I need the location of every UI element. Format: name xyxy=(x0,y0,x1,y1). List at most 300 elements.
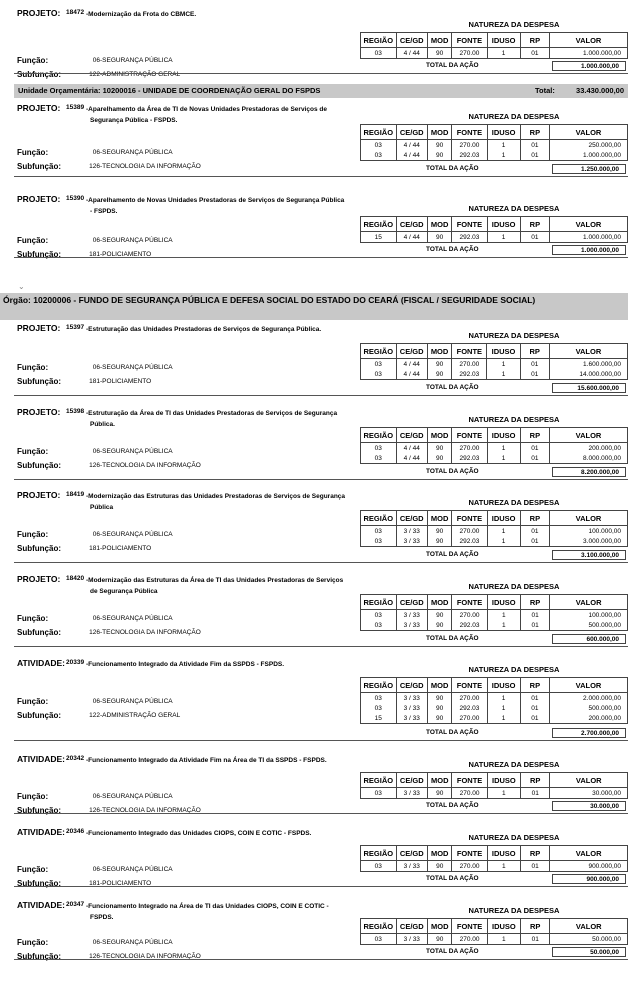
action-code: 18419 xyxy=(66,491,85,498)
subfuncao-code: 181 xyxy=(89,545,100,552)
table-row xyxy=(361,232,628,243)
table-cell: 4 / 44 xyxy=(396,443,427,454)
table-cell: 500.000,00 xyxy=(550,703,628,713)
action-title: - Funcionamento Integrado na Área de TI das Unidades CIOPS, COIN E COTIC - FSPDS. xyxy=(86,901,348,923)
natureza-heading: NATUREZA DA DESPESA xyxy=(468,665,560,674)
subfuncao-code: 126 xyxy=(89,629,100,636)
total-label: TOTAL DA AÇÃO xyxy=(426,802,479,809)
table-cell: 8.000.000,00 xyxy=(550,453,628,464)
total-label: TOTAL DA AÇÃO xyxy=(426,875,479,882)
subfuncao-text: ADMINISTRAÇÃO GERAL xyxy=(102,71,181,78)
table-cell: 01 xyxy=(521,934,550,945)
column-header: IDUSO xyxy=(487,344,520,359)
subfuncao-label: Subfunção: xyxy=(17,377,61,386)
funcao-desc: -SEGURANÇA PÚBLICA xyxy=(100,698,173,705)
natureza-table xyxy=(360,427,628,464)
table-cell: 270.00 xyxy=(452,443,487,454)
funcao-code: 06 xyxy=(92,615,100,622)
budget-action-block xyxy=(14,658,628,748)
subfuncao-desc: -TECNOLOGIA DA INFORMAÇÃO xyxy=(100,807,201,814)
action-kind: ATIVIDADE: xyxy=(17,754,66,764)
table-cell: 3 / 33 xyxy=(396,934,427,945)
column-header: FONTE xyxy=(452,511,487,526)
column-header: MOD xyxy=(427,595,451,610)
table-cell: 1 xyxy=(487,526,520,537)
block-divider xyxy=(14,813,628,814)
natureza-heading: NATUREZA DA DESPESA xyxy=(468,204,560,213)
subfuncao-desc: -POLICIAMENTO xyxy=(100,545,152,552)
funcao-label: Função: xyxy=(17,697,49,706)
column-header: RP xyxy=(520,846,549,861)
action-code: 18420 xyxy=(66,575,85,582)
total-value: 1.000.000,00 xyxy=(552,245,626,255)
block-divider xyxy=(14,562,628,563)
column-header: CE/GD xyxy=(396,344,427,359)
natureza-table xyxy=(360,32,628,59)
column-header: MOD xyxy=(427,678,451,693)
table-cell: 01 xyxy=(520,610,549,621)
column-header: RP xyxy=(521,773,550,788)
total-value: 900.000,00 xyxy=(552,874,626,884)
column-header: MOD xyxy=(427,217,451,232)
table-cell: 03 xyxy=(361,359,397,370)
table-cell: 3 / 33 xyxy=(396,788,427,799)
funcao-text: SEGURANÇA PÚBLICA xyxy=(102,793,173,800)
table-cell: 01 xyxy=(520,150,549,161)
funcao-text: SEGURANÇA PÚBLICA xyxy=(102,57,173,64)
column-header: VALOR xyxy=(550,217,628,232)
total-value: 8.200.000,00 xyxy=(552,467,626,477)
action-kind: ATIVIDADE: xyxy=(17,658,66,668)
subfuncao-label: Subfunção: xyxy=(17,952,61,961)
action-title: - Aparelhamento de Novas Unidades Prestadoras de Serviços de Segurança Pública - FSPDS. xyxy=(86,195,348,217)
block-divider xyxy=(14,740,628,741)
table-cell: 01 xyxy=(520,369,549,380)
table-row xyxy=(361,934,628,945)
table-cell: 292.03 xyxy=(452,232,487,243)
action-code: 18472 xyxy=(66,9,85,16)
funcao-code: 06 xyxy=(92,531,100,538)
table-cell: 270.00 xyxy=(452,713,487,724)
unidade-text: Unidade Orçamentária: 10200016 - UNIDADE DE COORDENAÇÃO GERAL DO FSPDS xyxy=(18,86,321,95)
column-header: REGIÃO xyxy=(361,428,397,443)
column-header: REGIÃO xyxy=(361,217,397,232)
column-header: CE/GD xyxy=(396,217,427,232)
total-label: TOTAL DA AÇÃO xyxy=(426,384,479,391)
action-kind: PROJETO: xyxy=(17,574,61,584)
table-cell: 90 xyxy=(427,693,451,704)
funcao-label: Função: xyxy=(17,56,49,65)
table-cell: 270.00 xyxy=(452,359,487,370)
column-header: FONTE xyxy=(452,33,487,48)
total-label: TOTAL DA AÇÃO xyxy=(426,165,479,172)
subfuncao-desc: -POLICIAMENTO xyxy=(100,378,152,385)
subfuncao-label: Subfunção: xyxy=(17,711,61,720)
subfuncao-text: POLICIAMENTO xyxy=(102,880,152,887)
funcao-label: Função: xyxy=(17,236,49,245)
table-cell: 1.000.000,00 xyxy=(550,150,628,161)
table-row xyxy=(361,453,628,464)
table-cell: 270.00 xyxy=(452,48,487,59)
table-cell: 3 / 33 xyxy=(396,693,427,704)
table-cell: 03 xyxy=(361,140,397,151)
action-code: 20339 xyxy=(66,659,85,666)
table-cell: 90 xyxy=(427,150,451,161)
table-row xyxy=(361,788,628,799)
table-cell: 90 xyxy=(427,453,451,464)
natureza-table xyxy=(360,594,628,631)
table-cell: 292.03 xyxy=(452,369,487,380)
table-cell: 1 xyxy=(487,934,520,945)
subfuncao-code: 126 xyxy=(89,807,100,814)
table-cell: 1 xyxy=(487,861,520,872)
budget-action-block xyxy=(14,194,628,266)
table-cell: 3 / 33 xyxy=(396,861,427,872)
column-header: RP xyxy=(520,125,549,140)
budget-action-block xyxy=(14,8,628,80)
total-value: 15.600.000,00 xyxy=(552,383,626,393)
table-cell: 2.000.000,00 xyxy=(550,693,628,704)
subfuncao-text: TECNOLOGIA DA INFORMAÇÃO xyxy=(102,807,201,814)
table-cell: 1.000.000,00 xyxy=(550,232,628,243)
action-title: - Modernização da Frota do CBMCE. xyxy=(86,9,348,20)
budget-action-block xyxy=(14,827,628,895)
block-divider xyxy=(14,479,628,480)
total-value: 30.000,00 xyxy=(552,801,626,811)
subfuncao-desc: -ADMINISTRAÇÃO GERAL xyxy=(100,712,181,719)
action-title: - Funcionamento Integrado da Atividade Fim na Área de TI da SSPDS - FSPDS. xyxy=(86,755,348,766)
total-label: TOTAL DA AÇÃO xyxy=(426,635,479,642)
block-divider xyxy=(14,959,628,960)
table-cell: 01 xyxy=(520,140,549,151)
column-header: FONTE xyxy=(452,919,487,934)
funcao-text: SEGURANÇA PÚBLICA xyxy=(102,149,173,156)
natureza-table xyxy=(360,918,628,945)
table-cell: 01 xyxy=(520,443,549,454)
table-row xyxy=(361,443,628,454)
column-header: VALOR xyxy=(550,595,628,610)
table-row xyxy=(361,861,628,872)
subfuncao-code: 126 xyxy=(89,953,100,960)
column-header: VALOR xyxy=(550,125,628,140)
budget-action-block xyxy=(14,754,628,822)
funcao-code: 06 xyxy=(92,364,100,371)
natureza-heading: NATUREZA DA DESPESA xyxy=(468,582,560,591)
column-header: MOD xyxy=(427,511,451,526)
table-row xyxy=(361,150,628,161)
subfuncao-desc: -POLICIAMENTO xyxy=(100,251,152,258)
block-divider xyxy=(14,646,628,647)
column-header: VALOR xyxy=(550,511,628,526)
column-header: IDUSO xyxy=(487,33,520,48)
subfuncao-label: Subfunção: xyxy=(17,544,61,553)
column-header: IDUSO xyxy=(487,511,520,526)
table-cell: 1.600.000,00 xyxy=(549,359,627,370)
table-cell: 01 xyxy=(520,536,549,547)
column-header: IDUSO xyxy=(487,919,520,934)
budget-action-block xyxy=(14,407,628,486)
funcao-label: Função: xyxy=(17,865,49,874)
table-cell: 4 / 44 xyxy=(396,369,427,380)
table-cell: 01 xyxy=(520,453,549,464)
column-header: CE/GD xyxy=(396,773,427,788)
subfuncao-label: Subfunção: xyxy=(17,70,61,79)
natureza-table xyxy=(360,772,628,799)
total-value: 1.000.000,00 xyxy=(552,61,626,71)
action-kind: PROJETO: xyxy=(17,8,61,18)
funcao-desc: -SEGURANÇA PÚBLICA xyxy=(100,57,173,64)
table-cell: 1 xyxy=(487,620,520,631)
column-header: IDUSO xyxy=(487,428,520,443)
total-value: 3.100.000,00 xyxy=(552,550,626,560)
column-header: REGIÃO xyxy=(361,595,397,610)
table-cell: 03 xyxy=(361,150,397,161)
table-cell: 200.000,00 xyxy=(550,443,628,454)
block-divider xyxy=(14,176,628,177)
natureza-table xyxy=(360,216,628,243)
table-cell: 900.000,00 xyxy=(550,861,628,872)
table-cell: 4 / 44 xyxy=(396,359,427,370)
subfuncao-code: 122 xyxy=(89,71,100,78)
table-cell: 1 xyxy=(487,703,520,713)
subfuncao-code: 126 xyxy=(89,462,100,469)
subfuncao-code: 126 xyxy=(89,163,100,170)
column-header: FONTE xyxy=(452,428,487,443)
subfuncao-code: 181 xyxy=(89,251,100,258)
funcao-code: 06 xyxy=(92,57,100,64)
table-cell: 1 xyxy=(487,443,520,454)
block-divider xyxy=(14,257,628,258)
column-header: RP xyxy=(520,511,549,526)
funcao-label: Função: xyxy=(17,447,49,456)
table-cell: 4 / 44 xyxy=(396,48,427,59)
subfuncao-code: 122 xyxy=(89,712,100,719)
table-cell: 270.00 xyxy=(452,788,487,799)
table-cell: 03 xyxy=(361,443,397,454)
column-header: FONTE xyxy=(452,773,487,788)
total-value: 50.000,00 xyxy=(552,947,626,957)
subfuncao-label: Subfunção: xyxy=(17,461,61,470)
budget-action-block xyxy=(14,323,628,402)
column-header: CE/GD xyxy=(396,846,427,861)
table-cell: 90 xyxy=(427,620,451,631)
action-code: 20347 xyxy=(66,901,85,908)
table-row xyxy=(361,693,628,704)
natureza-heading: NATUREZA DA DESPESA xyxy=(468,331,560,340)
table-cell: 3 / 33 xyxy=(396,526,427,537)
column-header: FONTE xyxy=(452,595,487,610)
column-header: REGIÃO xyxy=(361,125,397,140)
table-cell: 30.000,00 xyxy=(550,788,628,799)
budget-action-block xyxy=(14,574,628,653)
column-header: FONTE xyxy=(452,344,487,359)
table-cell: 4 / 44 xyxy=(396,232,427,243)
orgao-band xyxy=(0,293,628,320)
subfuncao-text: POLICIAMENTO xyxy=(102,545,152,552)
column-header: REGIÃO xyxy=(361,511,397,526)
funcao-desc: -SEGURANÇA PÚBLICA xyxy=(100,531,173,538)
column-header: MOD xyxy=(427,846,451,861)
funcao-text: SEGURANÇA PÚBLICA xyxy=(102,531,173,538)
column-header: REGIÃO xyxy=(361,344,397,359)
funcao-text: SEGURANÇA PÚBLICA xyxy=(102,364,173,371)
column-header: IDUSO xyxy=(487,846,520,861)
total-label: TOTAL DA AÇÃO xyxy=(426,468,479,475)
table-cell: 1 xyxy=(487,453,520,464)
funcao-desc: -SEGURANÇA PÚBLICA xyxy=(100,448,173,455)
column-header: MOD xyxy=(427,125,451,140)
table-cell: 01 xyxy=(520,232,549,243)
funcao-label: Função: xyxy=(17,148,49,157)
column-header: CE/GD xyxy=(396,511,427,526)
subfuncao-desc: -TECNOLOGIA DA INFORMAÇÃO xyxy=(100,953,201,960)
action-title: - Modernização das Estruturas da Área de TI das Unidades Prestadoras de Serviços de Segurança Pública xyxy=(86,575,348,597)
funcao-label: Função: xyxy=(17,792,49,801)
action-code: 15398 xyxy=(66,408,85,415)
table-cell: 3 / 33 xyxy=(396,610,427,621)
total-value: 2.700.000,00 xyxy=(552,728,626,738)
funcao-code: 06 xyxy=(92,698,100,705)
funcao-code: 06 xyxy=(92,866,100,873)
column-header: IDUSO xyxy=(487,125,520,140)
table-cell: 01 xyxy=(520,359,549,370)
table-cell: 270.00 xyxy=(452,693,487,704)
natureza-heading: NATUREZA DA DESPESA xyxy=(468,112,560,121)
table-cell: 01 xyxy=(521,788,550,799)
column-header: REGIÃO xyxy=(361,846,397,861)
table-row xyxy=(361,369,628,380)
table-cell: 4 / 44 xyxy=(396,140,427,151)
table-cell: 90 xyxy=(427,526,451,537)
table-cell: 1 xyxy=(487,693,520,704)
table-cell: 292.03 xyxy=(452,150,487,161)
table-cell: 1 xyxy=(487,788,520,799)
subfuncao-desc: -ADMINISTRAÇÃO GERAL xyxy=(100,71,181,78)
table-cell: 250.000,00 xyxy=(550,140,628,151)
funcao-text: SEGURANÇA PÚBLICA xyxy=(102,237,173,244)
column-header: VALOR xyxy=(550,919,628,934)
unidade-total-label: Total: xyxy=(535,86,555,95)
action-title: - Estruturação da Área de TI das Unidades Prestadoras de Serviços de Segurança Pública. xyxy=(86,408,348,430)
table-row xyxy=(361,526,628,537)
table-cell: 1 xyxy=(487,610,520,621)
total-value: 600.000,00 xyxy=(552,634,626,644)
natureza-table xyxy=(360,343,628,380)
column-header: CE/GD xyxy=(396,919,427,934)
funcao-code: 06 xyxy=(92,793,100,800)
table-cell: 1 xyxy=(487,359,520,370)
column-header: CE/GD xyxy=(396,678,427,693)
table-cell: 270.00 xyxy=(452,526,487,537)
subfuncao-text: TECNOLOGIA DA INFORMAÇÃO xyxy=(102,462,201,469)
table-cell: 270.00 xyxy=(452,861,487,872)
block-divider xyxy=(14,395,628,396)
table-cell: 3 / 33 xyxy=(396,713,427,724)
table-row xyxy=(361,359,628,370)
table-cell: 03 xyxy=(361,788,397,799)
subfuncao-label: Subfunção: xyxy=(17,806,61,815)
column-header: IDUSO xyxy=(487,595,520,610)
table-row xyxy=(361,536,628,547)
column-header: MOD xyxy=(428,919,452,934)
funcao-label: Função: xyxy=(17,614,49,623)
column-header: VALOR xyxy=(550,428,628,443)
subfuncao-code: 181 xyxy=(89,378,100,385)
unidade-band xyxy=(14,84,628,98)
table-cell: 90 xyxy=(428,934,452,945)
column-header: VALOR xyxy=(549,344,627,359)
table-cell: 90 xyxy=(427,713,451,724)
table-cell: 03 xyxy=(361,934,397,945)
table-cell: 90 xyxy=(427,610,451,621)
total-label: TOTAL DA AÇÃO xyxy=(426,551,479,558)
table-cell: 90 xyxy=(427,861,451,872)
funcao-desc: -SEGURANÇA PÚBLICA xyxy=(100,866,173,873)
table-cell: 90 xyxy=(427,232,451,243)
table-cell: 15 xyxy=(361,232,397,243)
action-title: - Estruturação das Unidades Prestadoras de Serviços de Segurança Pública. xyxy=(86,324,348,335)
funcao-desc: -SEGURANÇA PÚBLICA xyxy=(100,615,173,622)
subfuncao-desc: -TECNOLOGIA DA INFORMAÇÃO xyxy=(100,163,201,170)
funcao-desc: -SEGURANÇA PÚBLICA xyxy=(100,237,173,244)
column-header: RP xyxy=(520,217,549,232)
table-cell: 50.000,00 xyxy=(550,934,628,945)
table-cell: 01 xyxy=(520,620,549,631)
table-cell: 270.00 xyxy=(452,140,487,151)
natureza-heading: NATUREZA DA DESPESA xyxy=(468,20,560,29)
column-header: MOD xyxy=(427,33,451,48)
table-cell: 1.000.000,00 xyxy=(550,48,628,59)
table-cell: 03 xyxy=(361,453,397,464)
action-kind: PROJETO: xyxy=(17,490,61,500)
column-header: FONTE xyxy=(452,678,487,693)
table-row xyxy=(361,140,628,151)
column-header: REGIÃO xyxy=(361,919,397,934)
table-cell: 1 xyxy=(487,232,520,243)
column-header: VALOR xyxy=(550,33,628,48)
budget-action-block xyxy=(14,103,628,188)
column-header: IDUSO xyxy=(487,773,520,788)
column-header: IDUSO xyxy=(487,217,520,232)
table-cell: 01 xyxy=(520,703,549,713)
column-header: RP xyxy=(520,595,549,610)
table-cell: 03 xyxy=(361,620,397,631)
column-header: VALOR xyxy=(550,678,628,693)
column-header: RP xyxy=(520,428,549,443)
table-cell: 3 / 33 xyxy=(396,620,427,631)
column-header: CE/GD xyxy=(396,428,427,443)
funcao-desc: -SEGURANÇA PÚBLICA xyxy=(100,364,173,371)
funcao-code: 06 xyxy=(92,149,100,156)
column-header: FONTE xyxy=(452,125,487,140)
funcao-code: 06 xyxy=(92,237,100,244)
table-cell: 90 xyxy=(427,48,451,59)
natureza-heading: NATUREZA DA DESPESA xyxy=(468,833,560,842)
table-cell: 1 xyxy=(487,713,520,724)
action-title: - Funcionamento Integrado da Atividade Fim da SSPDS - FSPDS. xyxy=(86,659,348,670)
column-header: RP xyxy=(521,919,550,934)
natureza-heading: NATUREZA DA DESPESA xyxy=(468,760,560,769)
action-kind: PROJETO: xyxy=(17,407,61,417)
table-row xyxy=(361,620,628,631)
table-cell: 270.00 xyxy=(452,934,487,945)
action-kind: PROJETO: xyxy=(17,103,61,113)
table-cell: 01 xyxy=(520,48,549,59)
action-code: 15397 xyxy=(66,324,85,331)
action-code: 20346 xyxy=(66,828,85,835)
total-value: 1.250.000,00 xyxy=(552,164,626,174)
natureza-table xyxy=(360,845,628,872)
